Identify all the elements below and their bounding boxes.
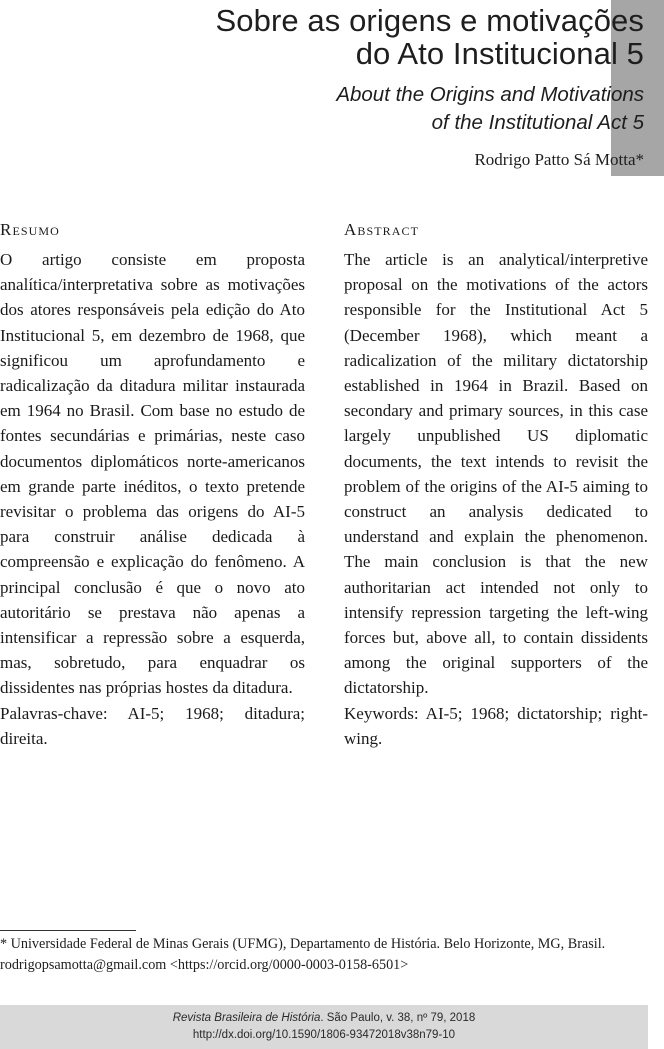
abstract-column xyxy=(344,219,648,751)
title-pt-line-1: Sobre as origens e motivações xyxy=(215,3,644,38)
journal-footer xyxy=(0,1005,648,1049)
author-footnote: * Universidade Federal de Minas Gerais (UFMG), Departamento de História. Belo Horizonte, MG, Brasil. rodrigopsamotta@gmail.com <https://orcid.org/0000-0003-0158-6501> xyxy=(0,936,606,973)
author-name: Rodrigo Patto Sá Motta* xyxy=(474,150,644,169)
resumo-keywords: Palavras-chave: AI-5; 1968; ditadura; direita. xyxy=(0,703,305,748)
title-en-line-1: About the Origins and Motivations xyxy=(336,83,644,106)
title-pt-line-2: do Ato Institucional 5 xyxy=(355,36,644,71)
title-block xyxy=(44,0,644,137)
abstract-keywords: Keywords: AI-5; 1968; dictatorship; right-wing. xyxy=(344,703,648,748)
title-portuguese xyxy=(44,0,644,70)
doi-link[interactable]: http://dx.doi.org/10.1590/1806-93472018v38n79-10 xyxy=(192,1029,456,1041)
resumo-column xyxy=(0,219,305,751)
title-en-line-2: of the Institutional Act 5 xyxy=(431,111,644,134)
abstract-heading: Abstract xyxy=(344,220,420,239)
journal-name: Revista Brasileira de História xyxy=(172,1012,321,1024)
resumo-body: O artigo consiste em proposta analítica/interpretativa sobre as motivações dos atores responsáveis pela edição do Ato Institucional 5, em dezembro de 1968, que significou um aprofundamento e radicalização da ditadura militar instaurada em 1964 no Brasil. Com base no estudo de fontes secundárias e primárias, neste caso documentos diplomáticos norte-americanos em grande parte inéditos, o texto pretende revisitar o problema das origens do AI-5 para construir análise dedicada à compreensão e explicação do fenômeno. A principal conclusão é que o novo ato autoritário se prestava não apenas a intensificar a repressão sobre a esquerda, mas, sobretudo, para enquadrar os dissidentes nas próprias hostes da ditadura. xyxy=(0,250,305,698)
resumo-heading: Resumo xyxy=(0,220,60,239)
title-english xyxy=(44,81,644,137)
journal-details: . São Paulo, v. 38, nº 79, 2018 xyxy=(320,1012,476,1024)
abstract-body: The article is an analytical/interpretive proposal on the motivations of the actors responsible for the Institutional Act 5 (December 1968), which meant a radicalization of the military dictatorship established in 1964 in Brazil. Based on secondary and primary sources, in this case largely unpublished US diplomatic documents, the text intends to revisit the problem of the origins of the AI-5 aiming to construct an analysis dedicated to understand and explain the phenomenon. The main conclusion is that the new authoritarian act intended not only to intensify repression targeting the left-wing forces but, above all, to contain dissidents among the original supporters of the dictatorship. xyxy=(344,250,648,698)
journal-citation xyxy=(0,1005,648,1027)
footnote-divider xyxy=(0,930,136,931)
